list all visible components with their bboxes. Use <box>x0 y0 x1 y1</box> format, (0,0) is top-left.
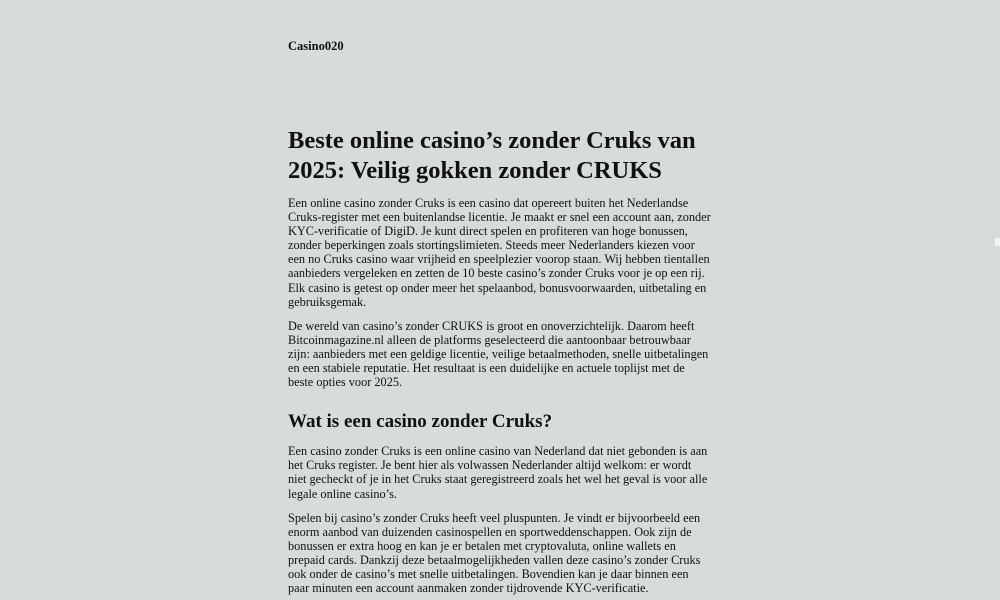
page-title: Beste online casino’s zonder Cruks van 2025: Veilig gokken zonder CRUKS <box>288 127 696 184</box>
site-header <box>288 37 708 55</box>
section-paragraph: Een casino zonder Cruks is een online casino van Nederland dat niet gebonden is aan het Cruks register. Je bent hier als volwassen Nederlander altijd welkom: er wordt niet gecheckt of je in het Cruks staat geregistreerd zoals het wel het geval is voor alle legale online casino’s. <box>288 444 708 501</box>
intro-paragraph: Een online casino zonder Cruks is een casino dat opereert buiten het Nederlandse Cruks-register met een buitenlandse licentie. Je maakt er snel een account aan, zonder KYC-verificatie of DigiD. Je kunt direct spelen en profiteren van hoge bonussen, zonder beperkingen zoals stortingslimieten. Steeds meer Nederlanders kiezen voor een no Cruks casino waar vrijheid en speelplezier voorop staan. Wij hebben tientallen aanbieders vergeleken en zetten de 10 beste casino’s zonder Cruks voor je op een rij. Elk casino is getest op onder meer het spelaanbod, bonusvoorwaarden, uitbetaling en gebruiksgemak. <box>288 196 711 309</box>
scrollbar[interactable] <box>994 0 1000 600</box>
site-name-link[interactable]: Casino020 <box>288 39 344 53</box>
scrollbar-thumb[interactable] <box>995 238 1000 246</box>
intro-paragraph: De wereld van casino’s zonder CRUKS is groot en onoverzichtelijk. Daarom heeft Bitcoinmagazine.nl alleen de platforms geselecteerd die aantoonbaar betrouwbaar zijn: aanbieders met een geldige licentie, veilige betaalmethoden, snelle uitbetalingen en een stabiele reputatie. Het resultaat is een duidelijke en actuele toplijst met de beste opties voor 2025. <box>288 318 709 390</box>
section-paragraph: Spelen bij casino’s zonder Cruks heeft veel pluspunten. Je vindt er bijvoorbeeld een enorm aanbod van duizenden casinospellen en sportweddenschappen. Ook zijn de bonussen er extra hoog en kan je er betalen met cryptovaluta, online wallets en prepaid cards. Dankzij deze betaalmogelijkheden vallen deze casino’s zonder Cruks ook onder de casino’s met snelle uitbetalingen. Bovendien kan je daar binnen een paar minuten een account aanmaken zonder tijdrovende KYC-verificatie. <box>288 510 701 596</box>
article <box>288 126 712 600</box>
section-heading: Wat is een casino zonder Cruks? <box>288 411 553 433</box>
